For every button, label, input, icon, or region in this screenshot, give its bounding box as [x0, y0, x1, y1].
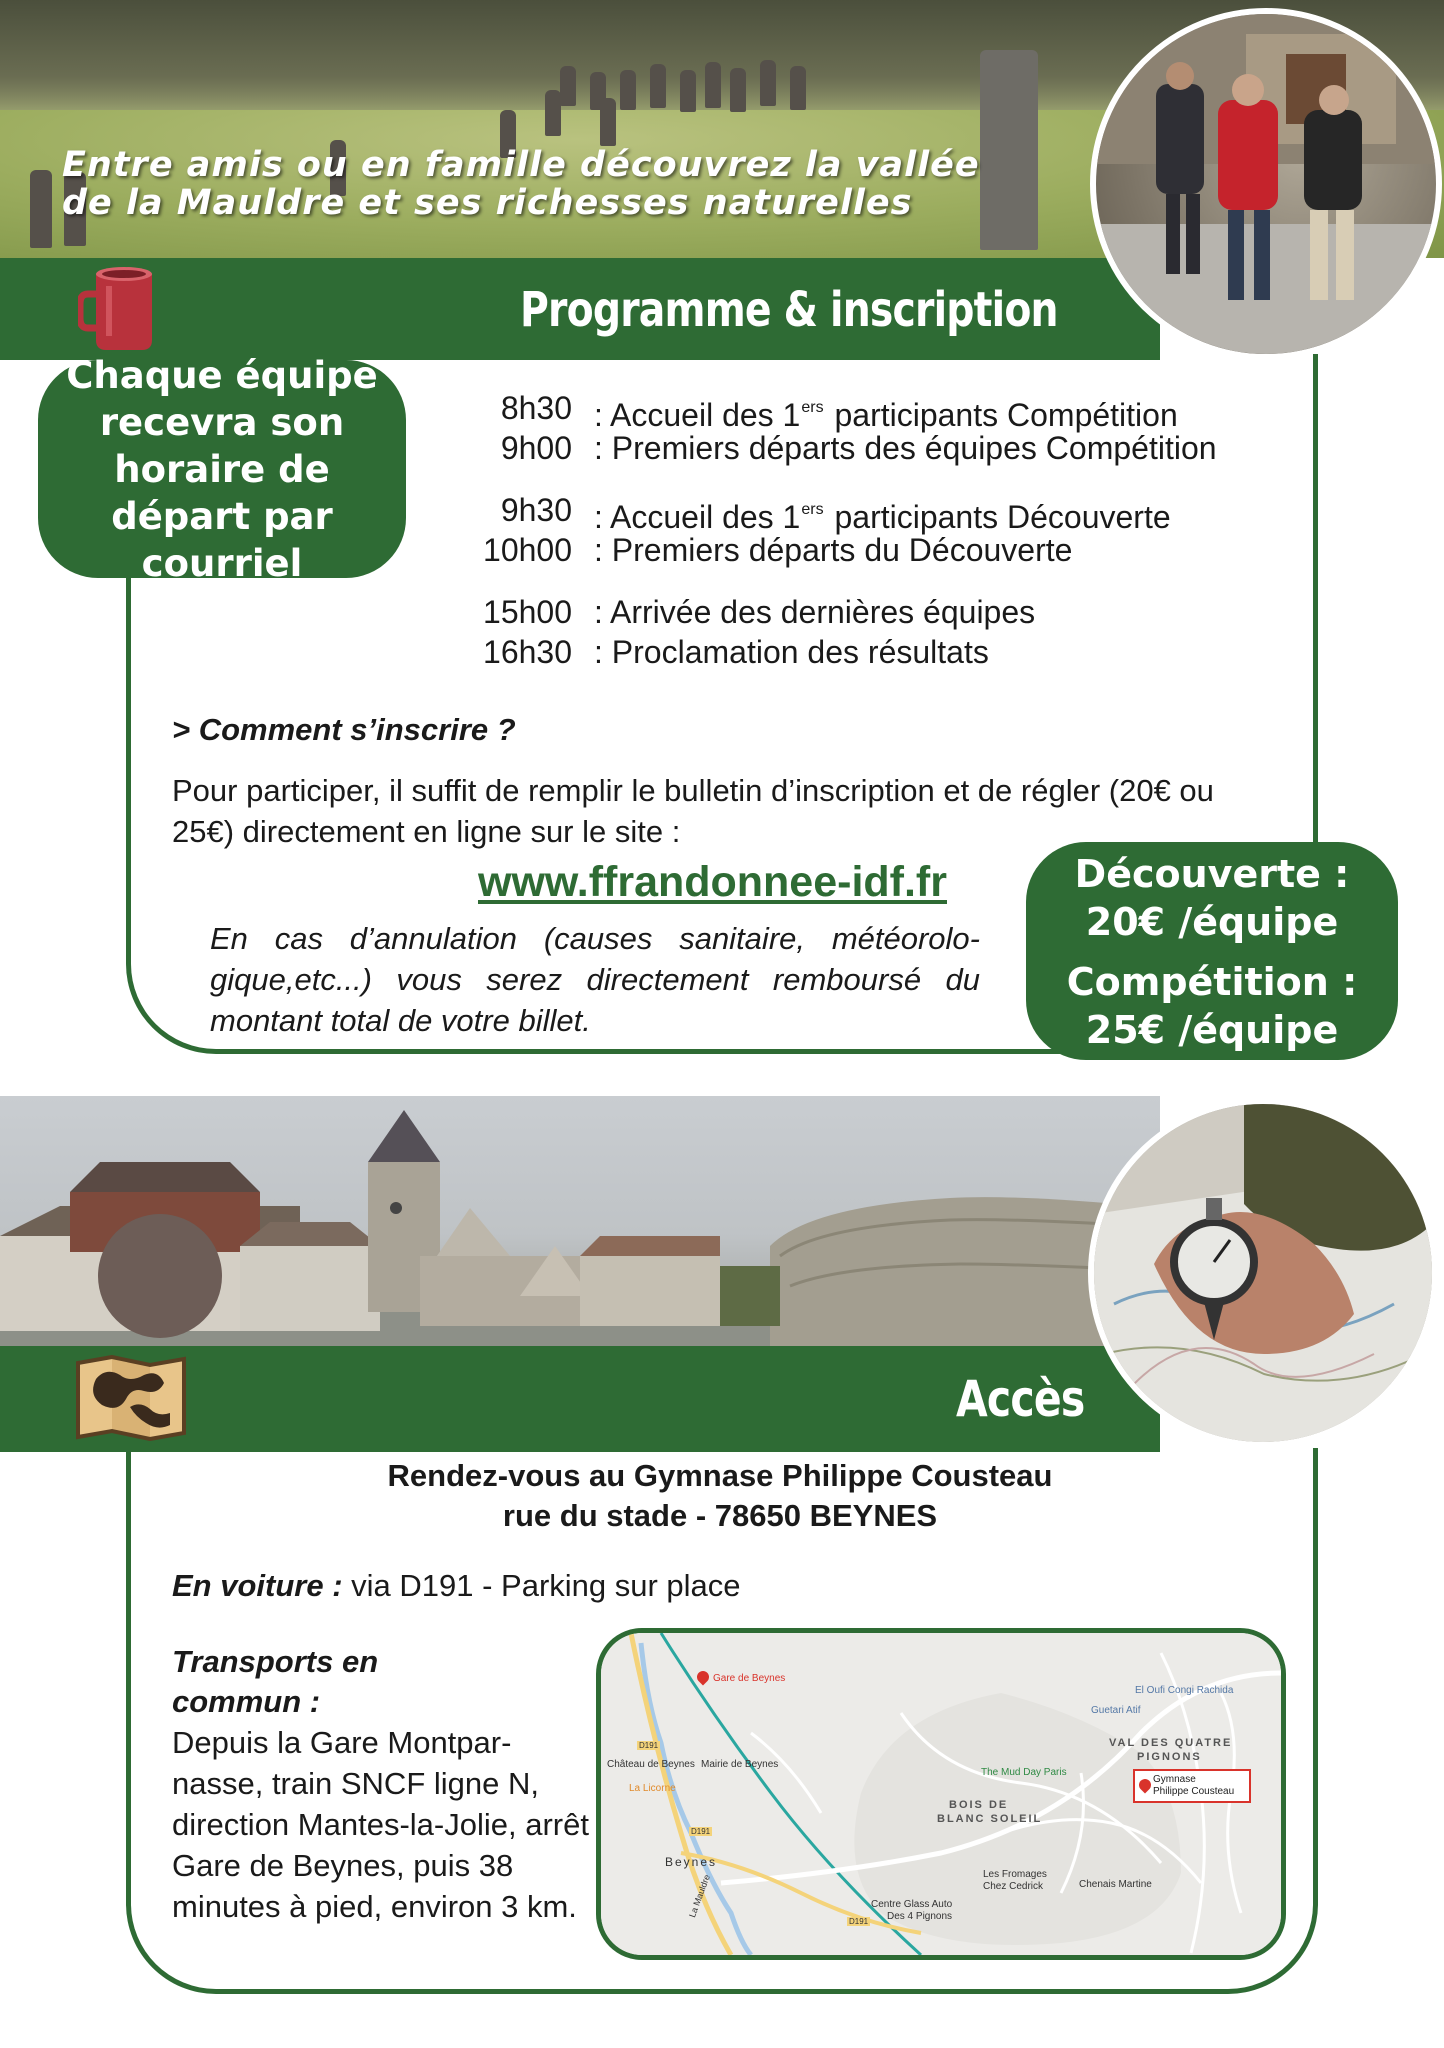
- schedule-text-rest: participants Découverte: [825, 499, 1171, 535]
- map-label-d191-a: D191: [639, 1741, 659, 1750]
- programme-title: Programme & inscription: [520, 282, 1058, 338]
- schedule-text: [594, 592, 1035, 632]
- schedule-time: 16h30: [483, 634, 572, 670]
- map-label-gym-2: Philippe Cousteau: [1153, 1786, 1235, 1797]
- schedule-text-main: : Premiers départs des équipes Compétition: [594, 430, 1217, 466]
- schedule-time: 15h00: [483, 594, 572, 630]
- schedule-time: 9h00: [500, 430, 572, 466]
- schedule-time: 9h30: [500, 492, 572, 528]
- slogan-line-2: de la Mauldre et ses richesses naturelles: [62, 183, 913, 223]
- map-label-bois-2: BLANC SOLEIL: [937, 1813, 1043, 1825]
- map-label-chateau: Château de Beynes: [607, 1759, 695, 1770]
- schedule-row: [440, 428, 1217, 468]
- map-label-d191-b: D191: [691, 1827, 711, 1836]
- transport-body: Depuis la Gare Montpar-nasse, train SNCF ligne N, direction Mantes-la-Jolie, arrêt Gare de Beynes, puis 38 minutes à pied, environ 3 km.: [172, 1725, 589, 1924]
- slogan-line-1: Entre amis ou en famille découvrez la vallée: [62, 145, 980, 185]
- map-label-gym-1: Gymnase: [1153, 1774, 1196, 1785]
- map-label-beynes: Beynes: [665, 1855, 718, 1869]
- schedule-row: [440, 530, 1072, 570]
- compass-map-circle-photo: [1088, 1098, 1438, 1448]
- schedule-sup: ers: [801, 399, 824, 416]
- village-banner-photo: [0, 1096, 1160, 1346]
- schedule-text-main: : Arrivée des dernières équipes: [594, 594, 1036, 630]
- schedule-text-main: : Proclamation des résultats: [594, 634, 989, 670]
- map-label-mairie: Mairie de Beynes: [701, 1759, 779, 1770]
- schedule-text: [594, 530, 1072, 570]
- map-label-glass-2: Des 4 Pignons: [887, 1911, 953, 1922]
- howto-body: Pour participer, il suffit de remplir le bulletin d’inscription et de régler (20€ ou 25€) directement en ligne sur le site :: [172, 773, 1214, 849]
- schedule-time: 8h30: [500, 390, 572, 426]
- price-decouverte-label: Découverte :: [1074, 852, 1350, 896]
- folded-map-icon: [74, 1355, 188, 1441]
- price-callout: [1026, 842, 1398, 1060]
- map-label-bois-1: BOIS DE: [949, 1799, 1009, 1811]
- map-label-val-2: PIGNONS: [1137, 1751, 1202, 1763]
- schedule-row: [440, 632, 989, 672]
- map-label-gare: Gare de Beynes: [713, 1673, 786, 1684]
- map-label-licorne: La Licorne: [629, 1783, 676, 1794]
- transport-title: Transports en commun :: [172, 1644, 379, 1719]
- team-callout-text: Chaque équipe recevra son horaire de départ par courriel: [66, 353, 378, 585]
- website-link[interactable]: www.ffrandonnee-idf.fr: [478, 858, 947, 906]
- map-label-val-1: VAL DES QUATRE: [1109, 1737, 1233, 1749]
- map-label-d191-c: D191: [849, 1917, 869, 1926]
- map-label-mudday: The Mud Day Paris: [981, 1767, 1067, 1778]
- car-label: En voiture :: [172, 1568, 343, 1603]
- schedule-text-rest: participants Compétition: [825, 397, 1178, 433]
- location-map[interactable]: [596, 1628, 1286, 1960]
- mug-icon: [78, 262, 170, 356]
- car-text: via D191 - Parking sur place: [342, 1568, 741, 1603]
- schedule-time: 10h00: [483, 532, 572, 568]
- schedule-text-main: : Premiers départs du Découverte: [594, 532, 1073, 568]
- schedule-text: [594, 632, 989, 672]
- price-decouverte-value: 20€ /équipe: [1085, 900, 1339, 944]
- price-competition-value: 25€ /équipe: [1085, 1008, 1339, 1052]
- map-label-fromages-1: Les Fromages: [983, 1869, 1047, 1880]
- schedule-text-main: : Accueil des 1: [594, 397, 801, 433]
- map-label-oufi: El Oufi Congi Rachida: [1135, 1685, 1234, 1696]
- meeting-address: rue du stade - 78650 BEYNES: [502, 1498, 938, 1533]
- schedule-text: [594, 428, 1217, 468]
- slogan: [62, 146, 1012, 222]
- meeting-place: Rendez-vous au Gymnase Philippe Cousteau: [387, 1458, 1053, 1493]
- acces-title: Accès: [956, 1370, 1085, 1428]
- map-gymnase-marker[interactable]: [1133, 1769, 1251, 1803]
- schedule-text-main: : Accueil des 1: [594, 499, 801, 535]
- howto-title: > Comment s’inscrire ?: [172, 712, 516, 747]
- map-label-fromages-2: Chez Cedrick: [983, 1881, 1044, 1892]
- map-label-mauldre: La Mauldre: [687, 1873, 712, 1919]
- schedule-row: [440, 592, 1035, 632]
- map-label-guetari: Guetari Atif: [1091, 1705, 1141, 1716]
- refund-note: En cas d’annulation (causes sanitaire, météorolo-gique,etc...) vous serez directement remboursé du montant total de votre billet.: [210, 921, 980, 1038]
- price-competition-label: Compétition :: [1066, 960, 1358, 1004]
- car-access: [172, 1568, 741, 1604]
- team-departure-callout: [38, 353, 406, 585]
- schedule-sup: ers: [801, 501, 824, 518]
- walkers-circle-photo: [1090, 8, 1442, 360]
- map-label-glass-1: Centre Glass Auto: [871, 1899, 953, 1910]
- map-label-chenais: Chenais Martine: [1079, 1879, 1152, 1890]
